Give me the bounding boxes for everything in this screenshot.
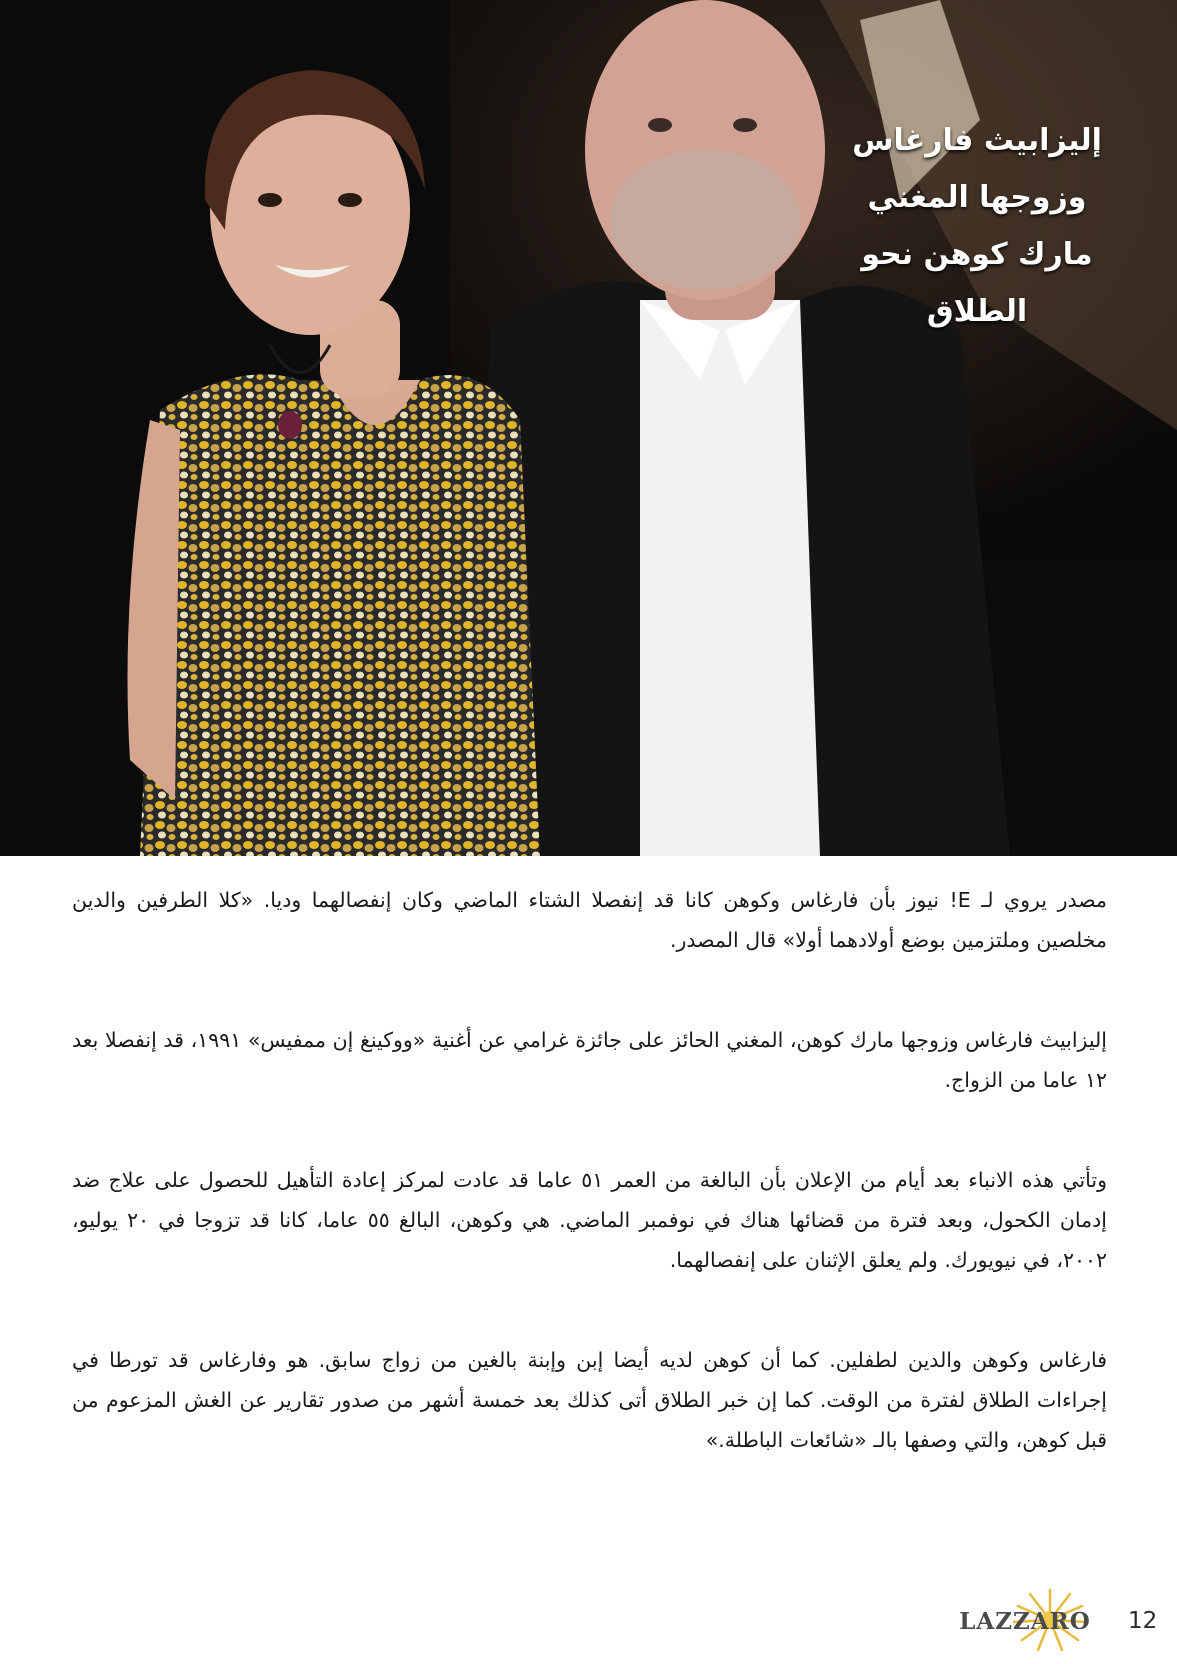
logo-text: LAZZARO bbox=[959, 1608, 1091, 1635]
article-body bbox=[72, 880, 1107, 1520]
page-footer bbox=[0, 1590, 1177, 1650]
headline-line: مارك كوهن نحو bbox=[861, 237, 1093, 272]
headline-line: الطلاق bbox=[926, 294, 1028, 329]
magazine-logo bbox=[950, 1592, 1120, 1648]
headline bbox=[827, 112, 1127, 340]
headline-line: إليزابيث فارغاس bbox=[852, 123, 1102, 158]
headline-line: وزوجها المغني bbox=[867, 180, 1087, 215]
article-paragraph: وتأتي هذه الانباء بعد أيام من الإعلان بأن البالغة من العمر ٥١ عاما قد عادت لمركز إعادة التأهيل للحصول على علاج ضد إدمان الكحول، وبعد فترة من قضائها هناك في نوفمبر الماضي. هي وكوهن، البالغ ٥٥ عاما، كانا قد تزوجا في ٢٠ يوليو، ٢٠٠٢، في نيويورك. ولم يعلق الإثنان على إنفصالهما. bbox=[72, 1168, 1108, 1272]
article-paragraph: مصدر يروي لـ E! نيوز بأن فارغاس وكوهن كانا قد إنفصلا الشتاء الماضي وكان إنفصالهما وديا. «كلا الطرفين والدين مخلصين وملتزمين بوضع أولادهما أولا» قال المصدر. bbox=[72, 888, 1107, 952]
article-paragraph: فارغاس وكوهن والدين لطفلين. كما أن كوهن لديه أيضا إبن وإبنة بالغين من زواج سابق. هو وفارغاس قد تورطا في إجراءات الطلاق لفترة من الوقت. كما إن خبر الطلاق أتى كذلك بعد خمسة أشهر من صدور تقارير عن الغش المزعوم من قبل كوهن، والتي وصفها بالـ «شائعات الباطلة.» bbox=[72, 1348, 1107, 1452]
page-number: 12 bbox=[1128, 1608, 1158, 1634]
article-paragraph: إليزابيث فارغاس وزوجها مارك كوهن، المغني الحائز على جائزة غرامي عن أغنية «ووكينغ إن ممفيس» ١٩٩١، قد إنفصلا بعد ١٢ عاما من الزواج. bbox=[72, 1028, 1107, 1092]
